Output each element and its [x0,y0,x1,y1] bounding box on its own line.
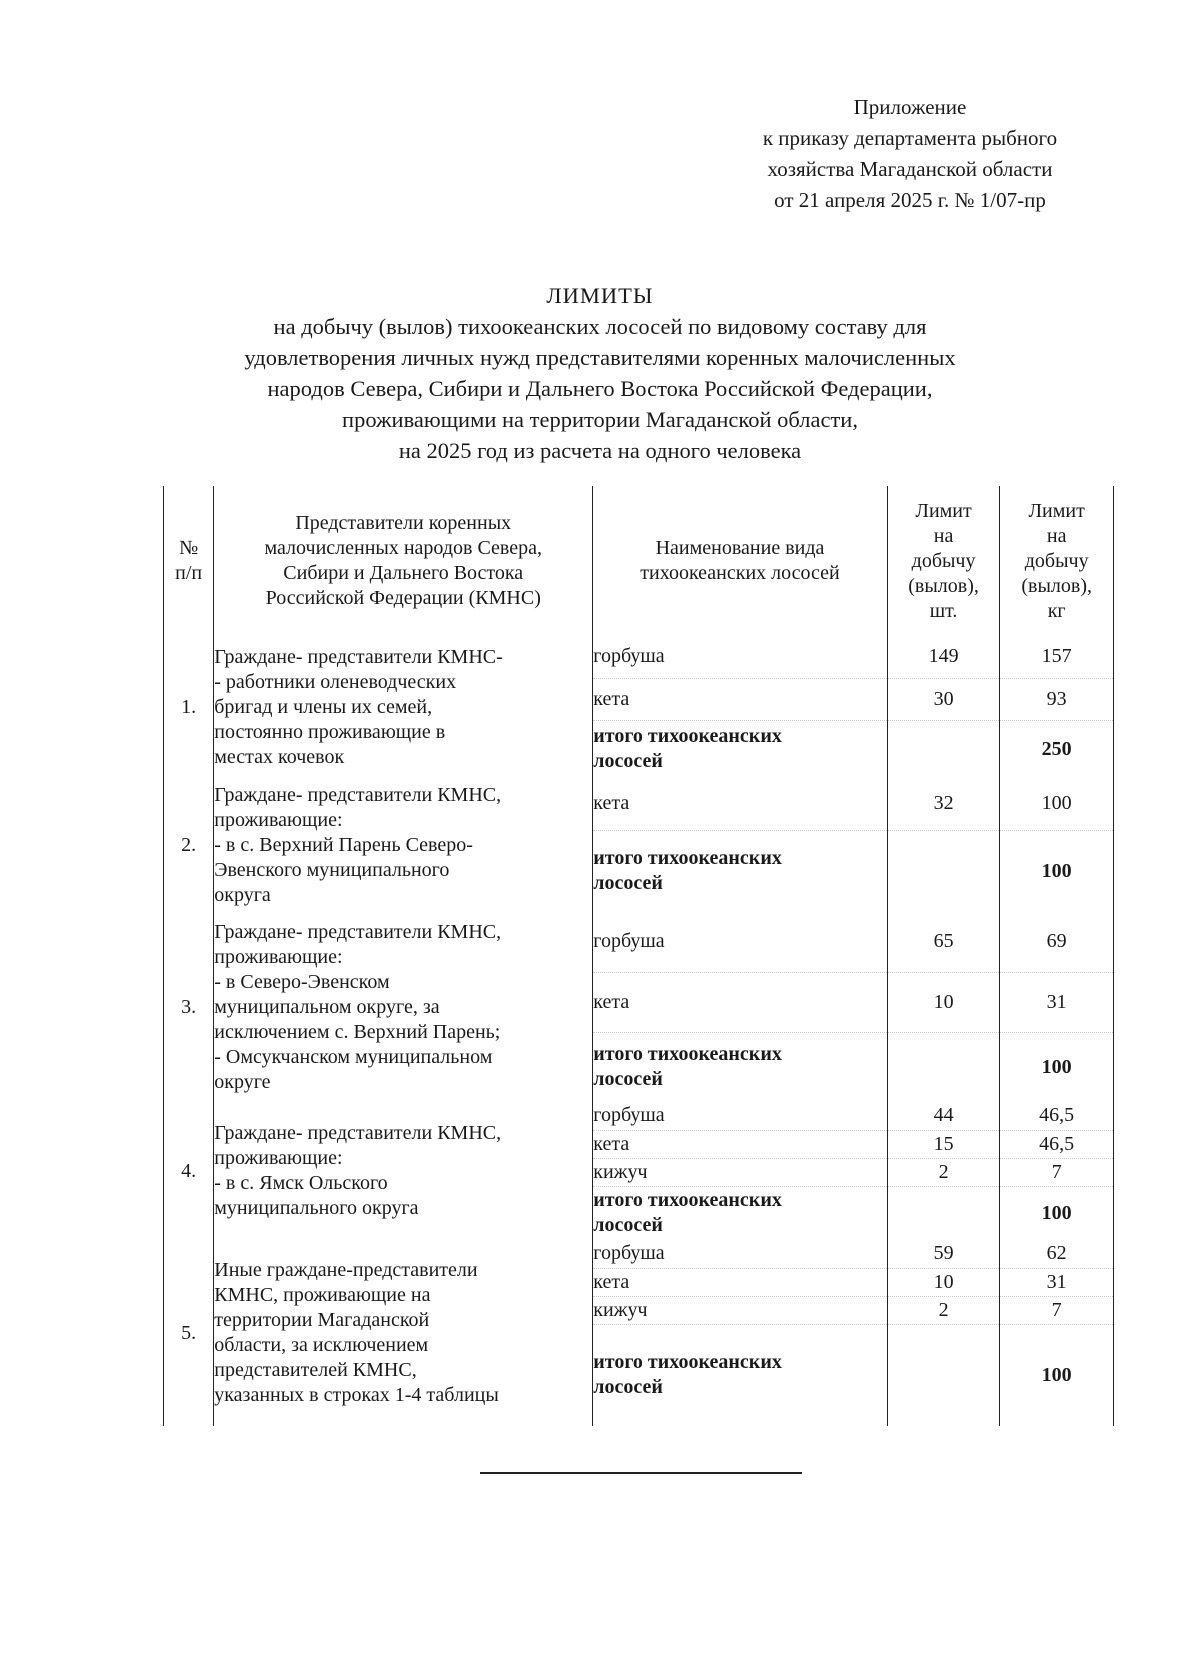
row-group-description [214,778,593,912]
group-description-line: постоянно проживающие в [214,720,446,743]
group-description-line: проживающие: [214,808,343,831]
group-description-line: округе [214,1070,271,1093]
header-text: (вылов), [1021,574,1092,597]
group-description-line: исключением с. Верхний Парень; [214,1020,501,1043]
limit-pieces: 10 [887,972,1000,1032]
total-label-line: лососей [593,1376,663,1399]
row-number: 4. [164,1102,214,1240]
header-text: Сибири и Дальнего Востока [283,562,524,584]
total-label [593,720,888,778]
header-text: малочисленных народов Севера, [264,537,543,559]
header-text: Российской Федерации (КМНС) [265,587,541,609]
document-title-block [120,280,1080,466]
total-kg: 250 [1000,720,1114,778]
limit-pieces: 10 [887,1268,1000,1296]
species-name: кета [593,678,888,720]
header-number [164,486,214,636]
header-text: на [933,524,954,547]
limit-kg: 31 [1000,972,1114,1032]
table-row [164,912,1114,972]
group-description-line: Граждане- представители КМНС, [214,783,502,806]
total-pieces-empty [887,1324,1000,1426]
group-description-line: округа [214,883,271,906]
group-description-line: - работники оленеводческих [214,670,457,693]
group-description-line: проживающие: [214,945,343,968]
header-text: шт. [929,599,958,622]
group-description-line: КМНС, проживающие на [214,1284,431,1306]
limit-kg: 157 [1000,636,1114,678]
limit-kg: 69 [1000,912,1114,972]
row-number: 2. [164,778,214,912]
species-name: кета [593,1268,888,1296]
species-name: горбуша [593,1240,888,1268]
total-label-line: лососей [593,872,663,895]
row-group-description [214,1240,593,1426]
species-name: кета [593,972,888,1032]
table-row [164,636,1114,678]
total-label [593,1186,888,1240]
appendix-block [690,92,1130,216]
title-line: на 2025 год из расчета на одного человека [398,438,802,463]
header-text: Лимит [915,499,972,522]
group-description-line: Граждане- представители КМНС, [214,920,502,943]
group-description-line: области, за исключением [214,1334,429,1356]
limit-kg: 46,5 [1000,1130,1114,1158]
total-kg: 100 [1000,1324,1114,1426]
limit-kg: 93 [1000,678,1114,720]
total-label-line: итого тихоокеанских [593,1351,782,1374]
document-title: ЛИМИТЫ [546,283,654,308]
group-description-line: территории Магаданской [214,1309,430,1331]
total-label [593,1032,888,1102]
group-description-line: указанных в строках 1-4 таблицы [214,1384,499,1406]
limit-pieces: 2 [887,1158,1000,1186]
header-limit-kg [1000,486,1114,636]
title-line: проживающими на территории Магаданской области, [342,407,858,432]
row-number: 3. [164,912,214,1102]
limit-pieces: 30 [887,678,1000,720]
table-row [164,1102,1114,1130]
header-text: № [179,537,199,559]
table-body [164,636,1114,1426]
group-description-line: муниципального округа [214,1197,419,1219]
row-group-description [214,1102,593,1240]
appendix-line: хозяйства Магаданской области [767,157,1053,181]
group-description-line: проживающие: [214,1147,343,1169]
total-label-line: итого тихоокеанских [593,847,782,870]
total-label [593,830,888,912]
row-number: 5. [164,1240,214,1426]
group-description-line: - Омсукчанском муниципальном [214,1045,493,1068]
group-description-line: - в с. Верхний Парень Северо- [214,833,473,856]
group-description-line: местах кочевок [214,745,345,768]
limit-pieces: 44 [887,1102,1000,1130]
total-label-line: лососей [593,750,663,773]
limit-kg: 31 [1000,1268,1114,1296]
table-header-row [164,486,1114,636]
species-name: горбуша [593,1102,888,1130]
limit-kg: 100 [1000,778,1114,830]
closing-rule [480,1472,802,1474]
header-text: Представители коренных [295,512,512,534]
row-number: 1. [164,636,214,778]
total-label-line: итого тихоокеанских [593,1043,782,1066]
header-text: добычу [1024,549,1089,572]
row-group-description [214,912,593,1102]
limit-kg: 7 [1000,1158,1114,1186]
title-line: на добычу (вылов) тихоокеанских лососей по видовому составу для [273,314,927,339]
species-name: кета [593,778,888,830]
group-description-line: Иные граждане-представители [214,1259,478,1281]
total-pieces-empty [887,1186,1000,1240]
appendix-line: от 21 апреля 2025 г. № 1/07-пр [774,188,1046,212]
header-species [593,486,888,636]
group-description-line: Граждане- представители КМНС, [214,1122,502,1144]
header-text: добычу [911,549,976,572]
header-text: на [1046,524,1067,547]
total-kg: 100 [1000,1032,1114,1102]
total-pieces-empty [887,1032,1000,1102]
total-pieces-empty [887,720,1000,778]
total-label-line: лососей [593,1214,663,1237]
appendix-line: Приложение [853,95,967,119]
total-label [593,1324,888,1426]
header-group [214,486,593,636]
limit-kg: 46,5 [1000,1102,1114,1130]
limit-pieces: 149 [887,636,1000,678]
table-row [164,1240,1114,1268]
total-label-line: итого тихоокеанских [593,1189,782,1212]
group-description-line: - в с. Ямск Ольского [214,1172,388,1194]
species-name: горбуша [593,912,888,972]
limit-pieces: 32 [887,778,1000,830]
species-name: горбуша [593,636,888,678]
limit-pieces: 59 [887,1240,1000,1268]
header-text: кг [1047,599,1066,622]
header-text: тихоокеанских лососей [640,562,840,584]
group-description-line: муниципальном округе, за [214,995,440,1018]
header-text: Наименование вида [655,537,825,559]
row-group-description [214,636,593,778]
table-row [164,778,1114,830]
limits-table [163,486,1114,1426]
title-line: народов Севера, Сибири и Дальнего Востока Российской Федерации, [267,376,933,401]
total-label-line: лососей [593,1068,663,1091]
group-description-line: Эвенского муниципального [214,858,450,881]
species-name: кижуч [593,1296,888,1324]
limit-pieces: 65 [887,912,1000,972]
limit-pieces: 15 [887,1130,1000,1158]
group-description-line: бригад и члены их семей, [214,695,433,718]
appendix-line: к приказу департамента рыбного [762,126,1058,150]
total-pieces-empty [887,830,1000,912]
limit-kg: 62 [1000,1240,1114,1268]
group-description-line: - в Северо-Эвенском [214,970,390,993]
total-kg: 100 [1000,1186,1114,1240]
species-name: кижуч [593,1158,888,1186]
group-description-line: представителей КМНС, [214,1359,417,1381]
group-description-line: Граждане- представители КМНС- [214,645,503,668]
header-text: Лимит [1028,499,1085,522]
limit-kg: 7 [1000,1296,1114,1324]
total-label-line: итого тихоокеанских [593,725,782,748]
header-limit-pieces [887,486,1000,636]
title-line: удовлетворения личных нужд представителями коренных малочисленных [244,345,956,370]
header-text: п/п [175,562,203,584]
species-name: кета [593,1130,888,1158]
limit-pieces: 2 [887,1296,1000,1324]
total-kg: 100 [1000,830,1114,912]
header-text: (вылов), [908,574,979,597]
